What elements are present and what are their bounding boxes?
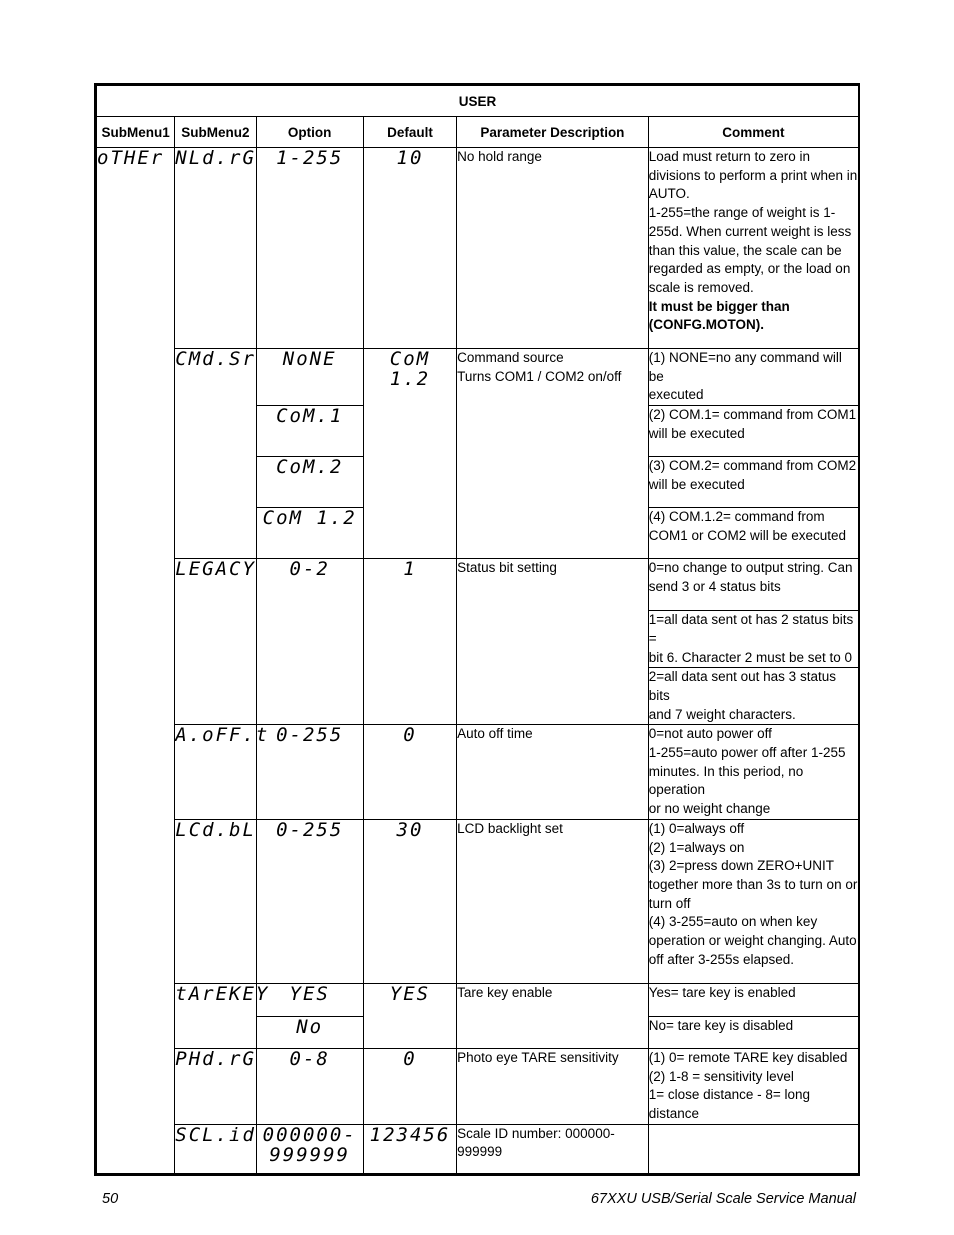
header-submenu1: SubMenu1 (96, 117, 175, 148)
submenu2-tarekey: tArEKEY (175, 983, 256, 1048)
description-cell: LCD backlight set (457, 819, 649, 983)
default-cell: CoM 1.2 (363, 349, 456, 559)
submenu2-aoff: A.oFF.t (175, 725, 256, 820)
table-title: USER (96, 85, 860, 117)
option-cell: NoNE (256, 349, 363, 406)
default-cell: 1 (363, 559, 456, 725)
comment-cell: (1) NONE=no any command will be executed (648, 349, 859, 406)
comment-cell: Load must return to zero in divisions to perform a print when in AUTO. 1-255=the range of weight is 1- 255d. When current weight is less than this value, the scale can be regarded as empty, or the load on scale is removed. It must be bigger than (CONFG.MOTON). (648, 148, 859, 349)
comment-cell: Yes= tare key is enabled (648, 983, 859, 1016)
description-cell: Tare key enable (457, 983, 649, 1048)
submenu2-legacy: LEGACY (175, 559, 256, 725)
table-row (96, 148, 860, 349)
submenu2-nldrg: NLd.rG (175, 148, 256, 349)
comment-cell: (1) 0= remote TARE key disabled (2) 1-8 = sensitivity level 1= close distance - 8= long distance (648, 1048, 859, 1124)
default-cell: 123456 (363, 1124, 456, 1174)
manual-title: 67XXU USB/Serial Scale Service Manual (590, 1191, 856, 1207)
table-row (96, 349, 860, 406)
description-cell: Status bit setting (457, 559, 649, 725)
option-cell: 0-2 (256, 559, 363, 725)
table-row (96, 1124, 860, 1174)
comment-cell: 2=all data sent out has 3 status bits and 7 weight characters. (648, 668, 859, 725)
page-number: 50 (102, 1191, 119, 1207)
option-cell: CoM.2 (256, 457, 363, 508)
header-comment: Comment (648, 117, 859, 148)
option-cell: 0-8 (256, 1048, 363, 1124)
default-cell: 30 (363, 819, 456, 983)
default-cell: 0 (363, 725, 456, 820)
option-cell: CoM 1.2 (256, 508, 363, 559)
option-cell: YES (256, 983, 363, 1016)
table-row (96, 1048, 860, 1124)
comment-cell: (4) COM.1.2= command from COM1 or COM2 will be executed (648, 508, 859, 559)
default-cell: 0 (363, 1048, 456, 1124)
comment-cell: 1=all data sent ot has 2 status bits = bit 6. Character 2 must be set to 0 (648, 611, 859, 668)
submenu2-phdrg: PHd.rG (175, 1048, 256, 1124)
option-cell: 0-255 (256, 819, 363, 983)
submenu2-lcdbl: LCd.bL (175, 819, 256, 983)
submenu2-sclid: SCL.id (175, 1124, 256, 1174)
table-row (96, 983, 860, 1016)
header-parameter-description: Parameter Description (457, 117, 649, 148)
default-cell: 10 (363, 148, 456, 349)
table-row (96, 559, 860, 611)
comment-cell: No= tare key is disabled (648, 1016, 859, 1048)
description-cell: Command source Turns COM1 / COM2 on/off (457, 349, 649, 559)
header-default: Default (363, 117, 456, 148)
comment-cell (648, 1124, 859, 1174)
comment-cell: (3) COM.2= command from COM2 will be executed (648, 457, 859, 508)
header-option: Option (256, 117, 363, 148)
comment-cell: (2) COM.1= command from COM1 will be executed (648, 406, 859, 457)
submenu1-other: oTHEr (96, 148, 175, 1175)
option-cell: 0-255 (256, 725, 363, 820)
comment-cell: 0=not auto power off 1-255=auto power off after 1-255 minutes. In this period, no operation or no weight change (648, 725, 859, 820)
description-cell: Auto off time (457, 725, 649, 820)
description-cell: Scale ID number: 000000- 999999 (457, 1124, 649, 1174)
option-cell: 1-255 (256, 148, 363, 349)
comment-cell: (1) 0=always off (2) 1=always on (3) 2=press down ZERO+UNIT together more than 3s to turn on or turn off (4) 3-255=auto on when key operation or weight changing. Auto off after 3-255s elapsed. (648, 819, 859, 983)
default-cell: YES (363, 983, 456, 1048)
submenu2-cmdsr: CMd.Sr (175, 349, 256, 559)
user-parameter-table (94, 83, 860, 1176)
table-row (96, 819, 860, 983)
option-cell: CoM.1 (256, 406, 363, 457)
comment-cell: 0=no change to output string. Can send 3 or 4 status bits (648, 559, 859, 611)
option-cell: No (256, 1016, 363, 1048)
table-row (96, 725, 860, 820)
description-cell: No hold range (457, 148, 649, 349)
description-cell: Photo eye TARE sensitivity (457, 1048, 649, 1124)
header-submenu2: SubMenu2 (175, 117, 256, 148)
option-cell: 000000- 999999 (256, 1124, 363, 1174)
